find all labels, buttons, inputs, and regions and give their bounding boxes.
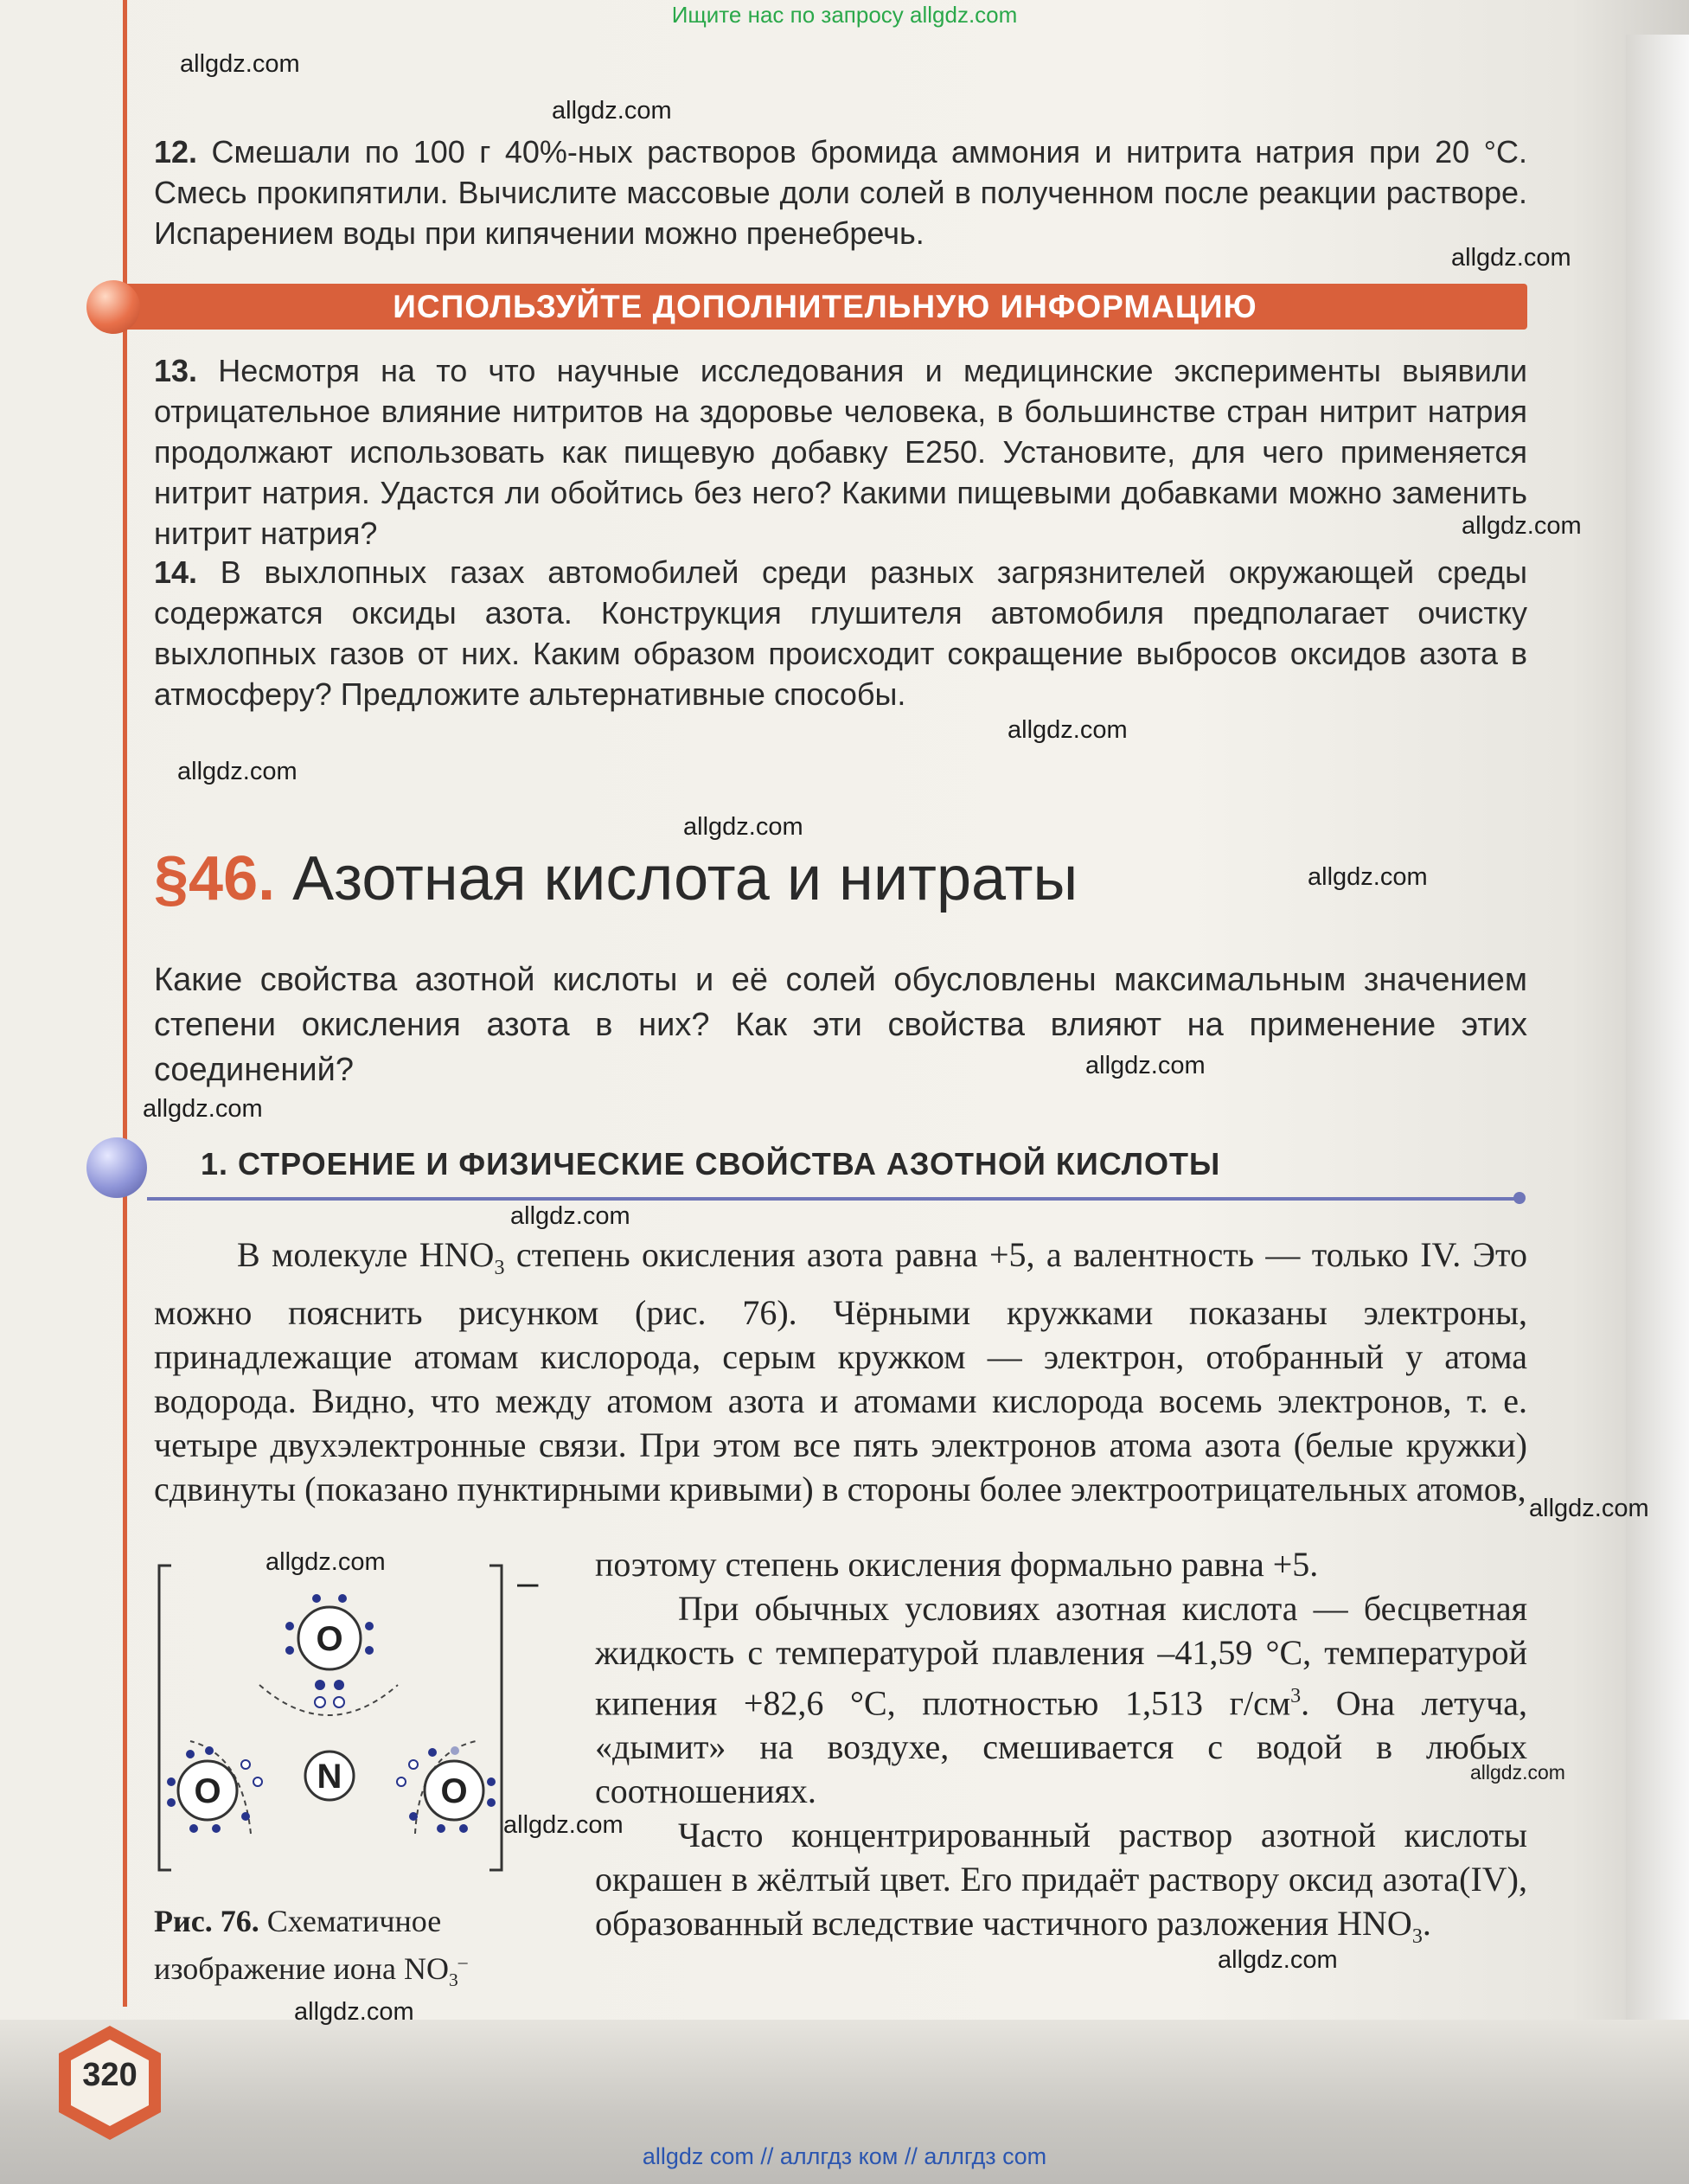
subsection-title: 1. СТРОЕНИЕ И ФИЗИЧЕСКИЕ СВОЙСТВА АЗОТНОЙ КИСЛОТЫ [201, 1146, 1221, 1182]
extra-info-title: ИСПОЛЬЗУЙТЕ ДОПОЛНИТЕЛЬНУЮ ИНФОРМАЦИЮ [393, 289, 1257, 324]
section-title-text: Азотная кислота и нитраты [292, 844, 1078, 913]
task-14 [154, 552, 1527, 714]
paragraph-2: При обычных условиях азотная кислота — бесцветная жидкость с температурой плавления –41,59 °С, температурой кипения +82,6 °С, плотностью 1,513 $г/см^3$. Она летуча, «дымит» на воздухе, смешивается с водой в любых соотношениях. [595, 1589, 1527, 1811]
figure-caption: Рис. 76. Схематичное изображение иона $NO_3^-$ [154, 1904, 468, 1991]
task-number: 14. [154, 554, 198, 590]
section-title [154, 843, 1078, 914]
watermark: allgdz.com [552, 97, 672, 125]
task-12 [154, 131, 1527, 253]
bracket-left [159, 1566, 171, 1870]
extra-info-header [123, 284, 1527, 330]
watermark: allgdz.com [177, 758, 297, 785]
task-number: 12. [154, 134, 198, 170]
watermark: allgdz.com [1308, 863, 1428, 891]
watermark: allgdz.com [294, 1998, 414, 2026]
watermark: allgdz.com [143, 1095, 263, 1123]
task-number: 13. [154, 353, 198, 388]
section-intro: Какие свойства азотной кислоты и её солей обусловлены максимальным значением степени окисления азота в них? Как эти свойства влияют на применение этих соединений? [154, 962, 1527, 1088]
bracket-right [489, 1566, 502, 1870]
bond-electrons-top [315, 1680, 344, 1707]
watermark: allgdz.com [1008, 716, 1128, 744]
task-text: Смешали по 100 г 40%-ных растворов бромида аммония и нитрита натрия при 20 °С. Смесь прокипятили. Вычислите массовые доли солей в полученном после реакции растворе. Испарением воды при кипячении можно пренебречь. [154, 134, 1527, 251]
watermark: allgdz.com [1451, 244, 1571, 272]
task-13 [154, 350, 1527, 554]
watermark: allgdz.com [683, 813, 803, 841]
ball-bullet-icon [86, 280, 140, 334]
bottom-banner[interactable]: allgdz com // аллгдз ком // аллгдз com [642, 2143, 1047, 2169]
rule-end-dot [1513, 1192, 1526, 1204]
ball-bullet-icon [86, 1137, 147, 1198]
task-text: В выхлопных газах автомобилей среди разных загрязнителей окружающей среды содержатся оксиды азота. Конструкция глушителя автомобиля предполагает очистку выхлопных газов от них. Каким образом происходит сокращение выбросов оксидов азота в атмосферу? Предложите альтернативные способы. [154, 554, 1527, 712]
watermark: allgdz.com [1470, 1761, 1565, 1784]
oxygen-label: O [194, 1772, 221, 1810]
watermark: allgdz.com [510, 1202, 630, 1230]
subsection-rule [147, 1197, 1518, 1201]
oxygen-label: O [316, 1620, 343, 1658]
oxygen-label: O [440, 1772, 468, 1810]
paragraph-1: В молекуле $HNO_3$ степень окисления азота равна +5, а валентность — только IV. Это можно пояснить рисунком (рис. 76). Чёрными кружками показаны электроны, принадлежащие атомам кислорода, серым кружком — электрон, отобранный у атома водорода. Видно, что между атомом азота и атомами кислорода восемь электронов, т. е. четыре двухэлектронные связи. При этом все пять электронов атома азота (белые кружки) сдвинуты (показано пунктирными кривыми) в стороны более электроотрицательных атомов, [154, 1235, 1527, 1508]
watermark: allgdz.com [1462, 512, 1582, 540]
watermark: allgdz.com [1085, 1052, 1206, 1079]
nitrogen-label: N [317, 1758, 342, 1796]
page-number: 320 [82, 2057, 138, 2093]
watermark: allgdz.com [266, 1548, 386, 1576]
watermark: allgdz.com [180, 50, 300, 78]
paragraph-column [595, 1542, 1527, 1959]
top-banner[interactable]: Ищите нас по запросу allgdz.com [671, 2, 1018, 28]
watermark: allgdz.com [503, 1811, 624, 1839]
task-text: Несмотря на то что научные исследования и медицинские эксперименты выявили отрицательное влияние нитритов на здоровье человека, в большинстве стран нитрит натрия продолжают использовать как пищевую добавку Е250. Установите, для чего применяется нитрит натрия. Удастся ли обойтись без него? Какими пищевыми добавками можно заменить нитрит натрия? [154, 353, 1527, 551]
paragraph-1-end: поэтому степень окисления формально равна +5. [595, 1545, 1319, 1584]
charge-minus: – [517, 1561, 539, 1604]
page-edge [1626, 35, 1689, 2162]
section-number: §46. [154, 844, 276, 913]
watermark: allgdz.com [1529, 1495, 1649, 1522]
watermark: allgdz.com [1218, 1946, 1338, 1974]
paragraph-3: Часто концентрированный раствор азотной кислоты окрашен в жёлтый цвет. Его придаёт раствору оксид азота(IV), образованный вследствие частичного разложения $HNO_3$. [595, 1816, 1527, 1949]
